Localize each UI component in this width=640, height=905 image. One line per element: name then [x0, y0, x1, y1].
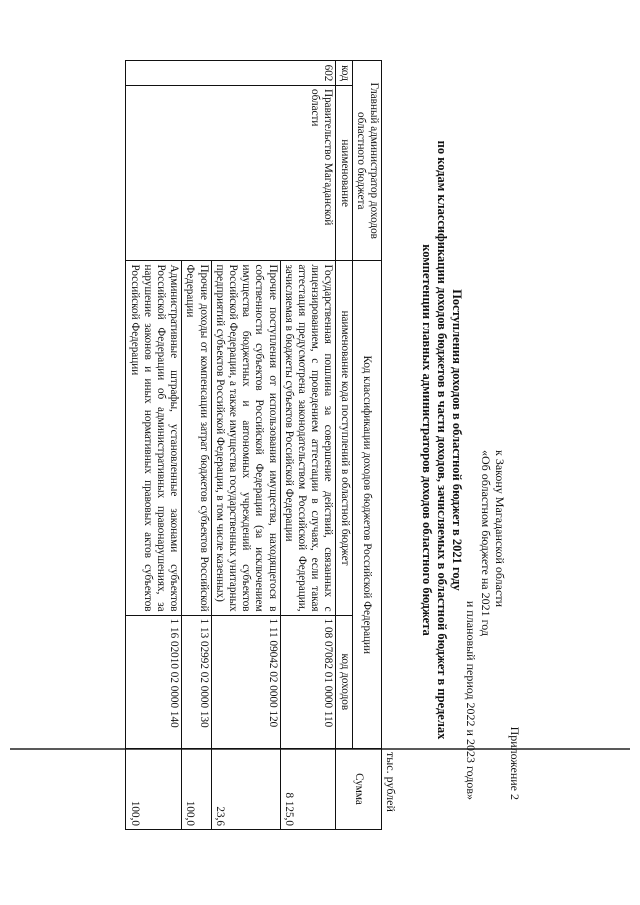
income-code: 1 11 09042 02 0000 120 — [211, 615, 280, 748]
header-admin-group: Главный администратор доходов областного бюджета — [352, 61, 381, 261]
income-description: Государственная пошлина за совершение действий, связанных с лицензированием, с проведением аттестации в случаях, если такая аттестация предусмотрена законодательством Российской Федерации, зачисляемая в бюджеты субъектов Российской Федерации — [280, 261, 336, 615]
income-sum: 8 125,0 — [280, 749, 336, 830]
units-label: тыс. рублей — [384, 752, 398, 812]
appendix-law-title: «Об областном бюджете на 2021 год — [479, 450, 493, 636]
appendix-header — [464, 450, 522, 800]
table-subheader-row — [336, 61, 352, 830]
income-code: 1 16 02010 02 0000 140 — [126, 615, 182, 748]
table-header-row — [352, 61, 381, 830]
admin-code-cell: 602 — [126, 61, 336, 86]
admin-name-cell: Правительство Магаданской области — [126, 85, 336, 260]
income-description: Административные штрафы, установленные законами субъектов Российской Федерации об административных правонарушениях, за нарушение законов и иных нормативных правовых актов субъектов Российской Федерации — [126, 261, 182, 615]
appendix-period: и плановый период 2022 и 2023 годов» — [464, 600, 479, 800]
title-line-1: Поступления доходов в областной бюджет в 2021 году — [450, 289, 464, 591]
document-title — [419, 40, 464, 840]
header-admin-name: наименование — [336, 85, 352, 260]
income-sum: 23,6 — [211, 749, 280, 830]
header-classification-group: Код классификации доходов бюджетов Российской Федерации — [352, 261, 381, 749]
table-row — [280, 61, 336, 830]
income-sum: 100,0 — [182, 749, 211, 830]
header-income-code: код доходов — [336, 615, 352, 748]
income-description: Прочие поступления от использования имущества, находящегося в собственности субъектов Российской Федерации (за исключением имущества бюджетных и автономных учреждений субъектов Российской Федерации, а также имущества государственных унитарных предприятий субъектов Российской Федерации, в том числе казенных) — [211, 261, 280, 615]
income-description: Прочие доходы от компенсации затрат бюджетов субъектов Российской Федерации — [182, 261, 211, 615]
appendix-number: Приложение 2 — [508, 726, 522, 800]
title-line-2: по кодам классификации доходов бюджетов в части доходов, зачисляемых в областной бюджет в пределах — [435, 140, 449, 740]
title-line-3: компетенции главных администраторов доходов областного бюджета — [420, 244, 434, 636]
header-income-name: наименование кода поступлений в областной бюджет — [336, 261, 352, 615]
income-code: 1 13 02992 02 0000 130 — [182, 615, 211, 748]
income-sum: 100,0 — [126, 749, 182, 830]
header-sum: Сумма — [336, 749, 382, 830]
appendix-law-line: к Закону Магаданской области — [493, 450, 508, 607]
header-admin-code: код — [336, 61, 352, 86]
income-table — [125, 60, 382, 830]
income-code: 1 08 07082 01 0000 110 — [280, 615, 336, 748]
